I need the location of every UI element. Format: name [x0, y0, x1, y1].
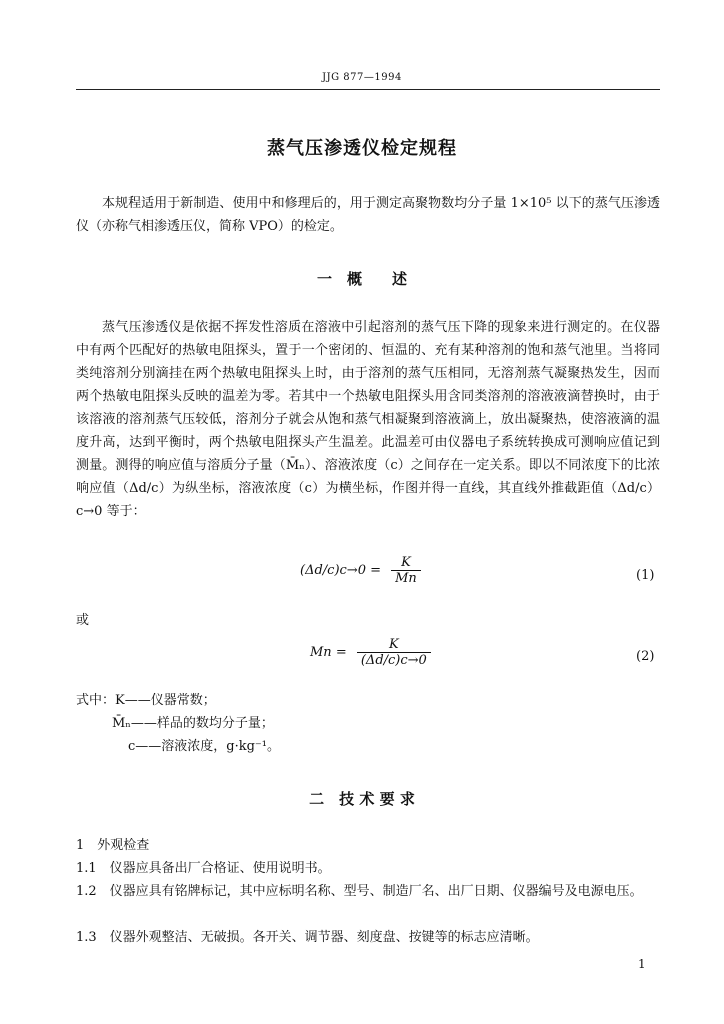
section-heading-overview: 一 概 述 [316, 270, 407, 288]
equation-2-denominator: (Δd/c)c→0 [360, 653, 427, 668]
equation-2-number: (2) [636, 649, 655, 664]
equation-1-numerator: K [391, 555, 421, 571]
header-rule [76, 89, 660, 90]
equation-1-fraction [391, 555, 421, 586]
equation-1 [300, 555, 421, 586]
item-1-1: 1.1 仪器应具备出厂合格证、使用说明书。 [76, 861, 331, 876]
page-number: 1 [638, 957, 646, 971]
legend-line-1: 式中：K——仪器常数； [76, 693, 216, 708]
or-text: 或 [76, 613, 90, 628]
section-heading-technical: 二 技 术 要 求 [309, 790, 415, 808]
page-title: 蒸气压渗透仪检定规程 [267, 138, 457, 159]
intro-paragraph: 本规程适用于新制造、使用中和修理后的，用于测定高聚物数均分子量 1×10⁵ 以下的蒸气压渗透仪（亦称气相渗透压仪，简称 VPO）的检定。 [76, 196, 660, 234]
equation-2 [310, 637, 431, 668]
equation-2-lhs: Mn = [310, 645, 347, 660]
overview-paragraph: 蒸气压渗透仪是依据不挥发性溶质在溶液中引起溶剂的蒸气压下降的现象来进行测定的。在仪器中有两个匹配好的热敏电阻探头，置于一个密闭的、恒温的、充有某种溶剂的饱和蒸气池里。当将同类纯溶剂分别滴挂在两个热敏电阻探头上时，由于溶剂的蒸气压相同，无溶剂蒸气凝聚热发生，因而两个热敏电阻探头反映的温差为零。若其中一个热敏电阻探头用含同类溶剂的溶液液滴替换时，由于该溶液的溶剂蒸气压较低，溶剂分子就会从饱和蒸气相凝聚到溶液滴上，放出凝聚热，使溶液滴的温度升高，达到平衡时，两个热敏电阻探头产生温差。此温差可由仪器电子系统转换成可测响应值记到测量。测得的响应值与溶质分子量（M̄ₙ）、溶液浓度（c）之间存在一定关系。即以不同浓度下的比浓响应值（Δd/c）为纵坐标，溶液浓度（c）为横坐标，作图并得一直线，其直线外推截距值（Δd/c）c→0 等于： [76, 320, 660, 519]
legend-line-3: c——溶液浓度，g·kg⁻¹。 [128, 739, 281, 754]
equation-1-lhs: (Δd/c)c→0 = [300, 563, 381, 578]
header-code: JJG 877—1994 [322, 72, 402, 83]
equation-1-number: (1) [636, 568, 655, 583]
equation-2-numerator: K [357, 637, 431, 653]
item-1: 1 外观检查 [76, 838, 150, 853]
legend-line-2: M̄ₙ——样品的数均分子量； [112, 716, 274, 731]
item-1-3: 1.3 仪器外观整洁、无破损。各开关、调节器、刻度盘、按键等的标志应清晰。 [76, 930, 539, 945]
equation-2-fraction [357, 637, 431, 668]
equation-1-denominator: Mn [395, 571, 417, 586]
item-1-2: 1.2 仪器应具有铭牌标记，其中应标明名称、型号、制造厂名、出厂日期、仪器编号及电源电压。 [76, 884, 643, 899]
